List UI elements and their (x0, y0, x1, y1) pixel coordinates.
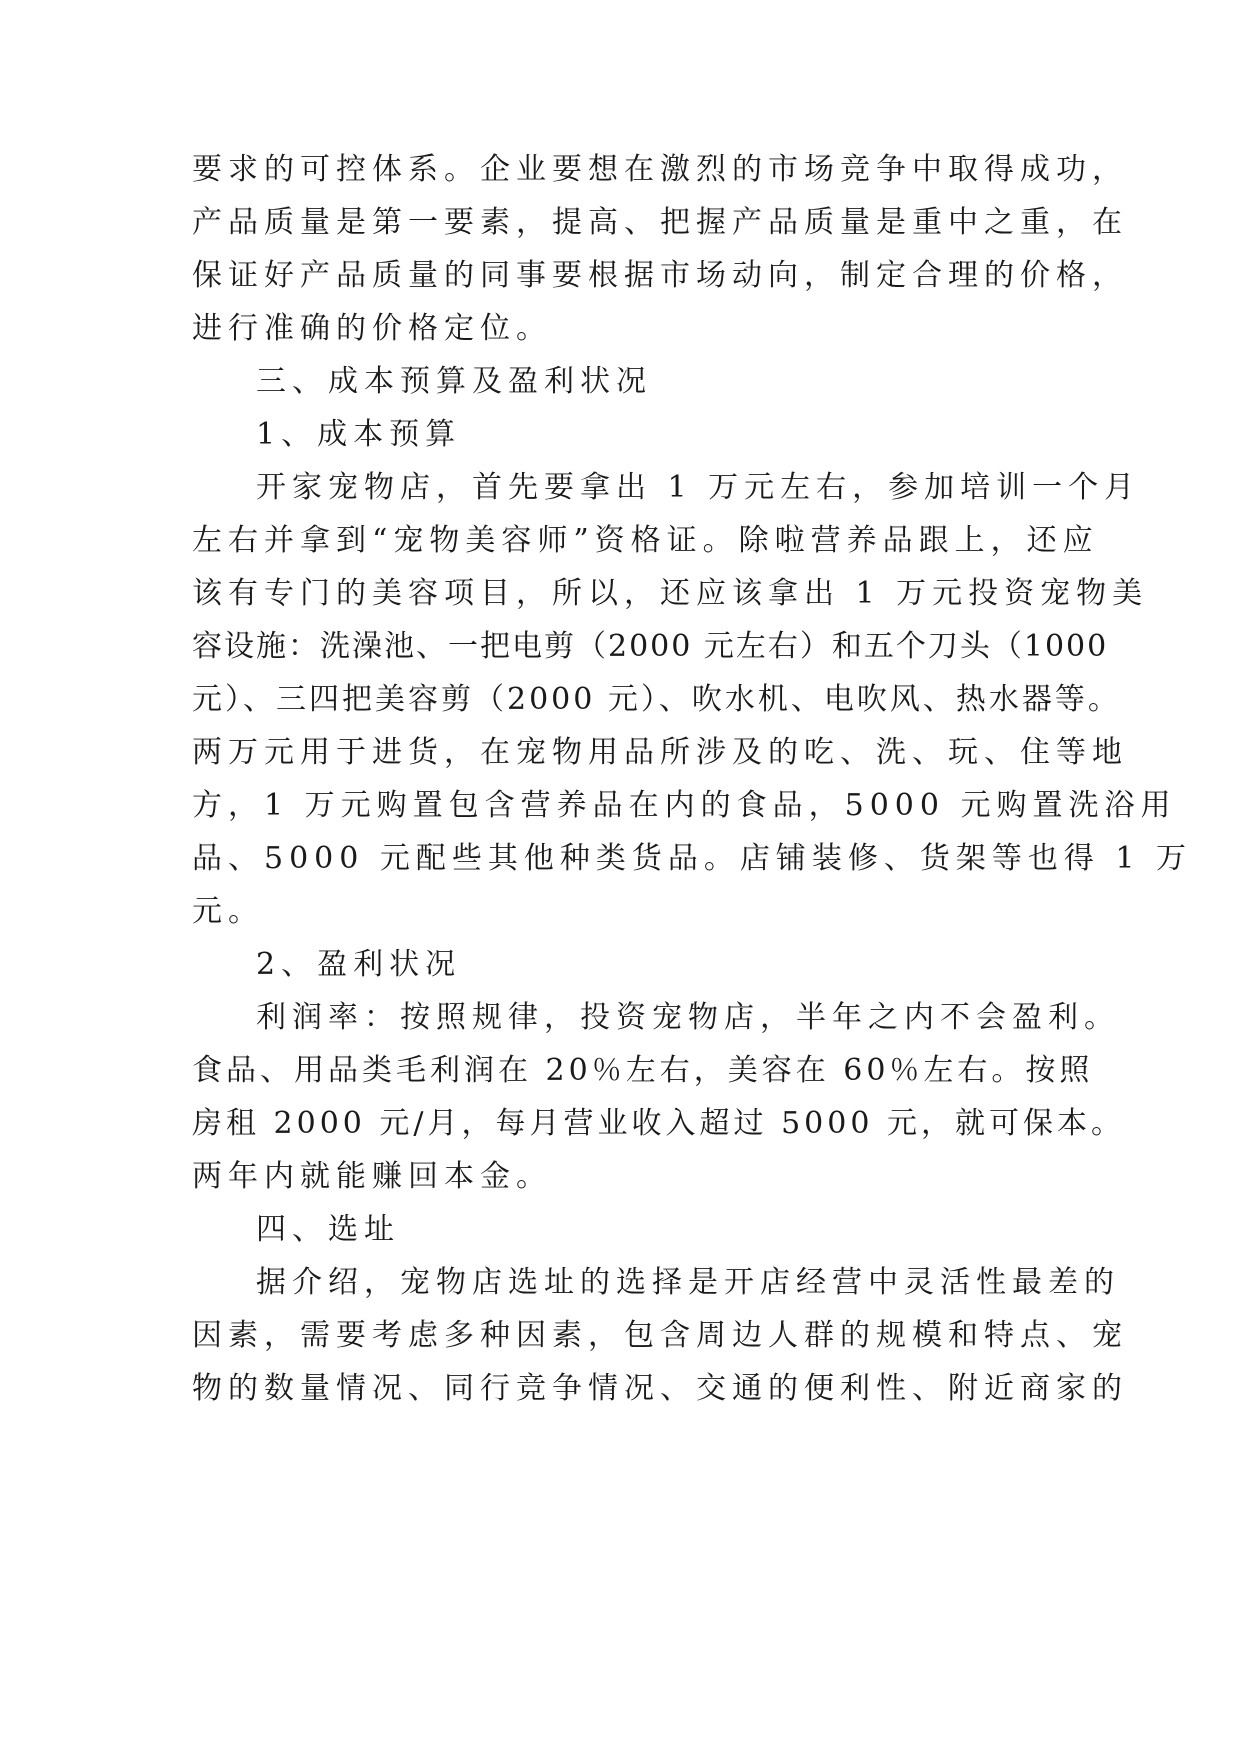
text-line: 房租 2000 元/月，每月营业收入超过 5000 元，就可保本。 (192, 1106, 1125, 1141)
text-line: 因素，需要考虑多种因素，包含周边人群的规模和特点、宠 (192, 1318, 1128, 1353)
text-line: 要求的可控体系。企业要想在激烈的市场竞争中取得成功， (192, 152, 1128, 187)
section-heading: 三、成本预算及盈利状况 (256, 364, 652, 399)
text-line: 该有专门的美容项目，所以，还应该拿出 1 万元投资宠物美 (192, 576, 1149, 611)
text-line: 产品质量是第一要素，提高、把握产品质量是重中之重，在 (192, 205, 1128, 240)
text-line: 保证好产品质量的同事要根据市场动向，制定合理的价格， (192, 258, 1128, 293)
text-line: 方，1 万元购置包含营养品在内的食品，5000 元购置洗浴用 (192, 788, 1177, 823)
text-line: 两万元用于进货，在宠物用品所涉及的吃、洗、玩、住等地 (192, 735, 1128, 770)
text-line: 元。 (192, 894, 264, 929)
text-line: 品、5000 元配些其他种类货品。店铺装修、货架等也得 1 万 (192, 841, 1193, 876)
subsection-heading: 2、盈利状况 (256, 947, 462, 982)
text-line: 容设施：洗澡池、一把电剪（2000 元左右）和五个刀头（1000 (192, 629, 1109, 664)
text-line: 利润率：按照规律，投资宠物店，半年之内不会盈利。 (256, 1000, 1120, 1035)
text-line: 元）、三四把美容剪（2000 元）、吹水机、电吹风、热水器等。 (192, 682, 1121, 717)
text-line: 进行准确的价格定位。 (192, 311, 552, 346)
text-line: 食品、用品类毛利润在 20％左右，美容在 60％左右。按照 (192, 1053, 1094, 1088)
text-line: 左右并拿到“宠物美容师”资格证。除啦营养品跟上，还应 (192, 523, 1099, 558)
text-line: 据介绍，宠物店选址的选择是开店经营中灵活性最差的 (256, 1265, 1120, 1300)
section-heading: 四、选址 (256, 1212, 400, 1247)
text-line: 物的数量情况、同行竞争情况、交通的便利性、附近商家的 (192, 1371, 1128, 1406)
text-line: 开家宠物店，首先要拿出 1 万元左右，参加培训一个月 (256, 470, 1141, 505)
text-line: 两年内就能赚回本金。 (192, 1159, 552, 1194)
subsection-heading: 1、成本预算 (256, 417, 462, 452)
